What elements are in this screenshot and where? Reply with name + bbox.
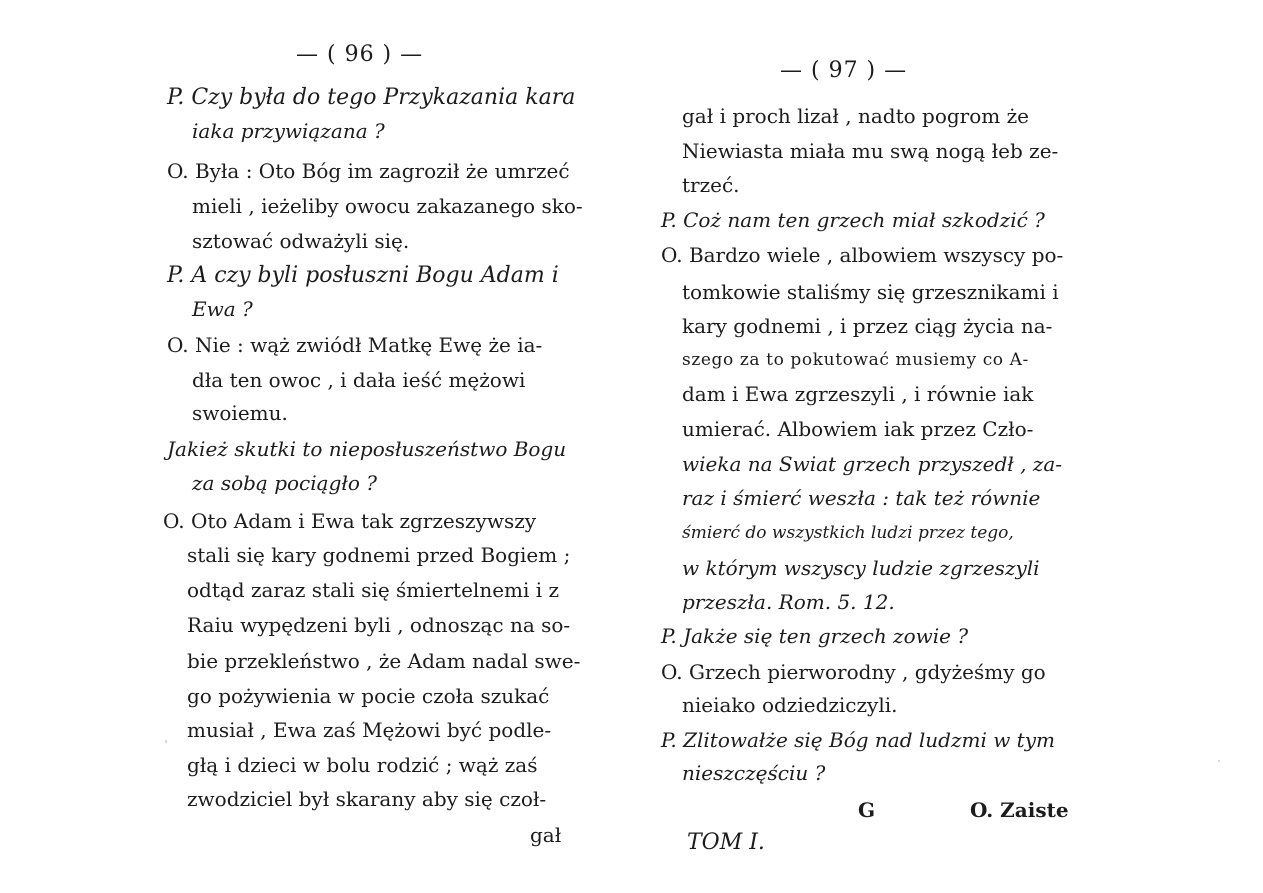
text-line: Niewiasta miała mu swą nogą łeb ze- (682, 139, 1059, 163)
text-line: kary godnemi , i przez ciąg życia na- (682, 314, 1053, 338)
text-line: wieka na Swiat grzech przyszedł , za- (682, 452, 1063, 476)
text-line: mieli , ieżeliby owocu zakazanego sko- (192, 194, 583, 218)
text-line: musiał , Ewa zaś Mężowi być podle- (187, 718, 552, 742)
text-line: stali się kary godnemi przed Bogiem ; (187, 543, 571, 567)
text-line: sztować odważyli się. (192, 229, 410, 253)
signature-mark: G (858, 798, 876, 822)
text-line: gał i proch lizał , nadto pogrom że (682, 104, 1029, 128)
text-line: iaka przywiązana ? (192, 119, 385, 143)
text-line: P. A czy byli posłuszni Bogu Adam i (167, 263, 559, 288)
volume-label: TOM I. (687, 830, 765, 855)
text-line: dam i Ewa zgrzeszyli , i równie iak (682, 382, 1034, 406)
text-line: swoiemu. (192, 401, 288, 425)
text-line: szego za to pokutować musiemy co A- (682, 350, 1029, 370)
text-line: P. Czy była do tego Przykazania kara (167, 85, 576, 110)
text-line: O. Bardzo wiele , albowiem wszyscy po- (661, 243, 1064, 267)
text-line: Ewa ? (192, 297, 253, 321)
text-line: dła ten owoc , i dała ieść mężowi (192, 368, 526, 392)
text-line: odtąd zaraz stali się śmiertelnemi i z (187, 578, 560, 602)
text-line: śmierć do wszystkich ludzi przez tego, (682, 523, 1014, 543)
text-line: głą i dzieci w bolu rodzić ; wąż zaś (187, 753, 538, 777)
text-line: raz i śmierć weszła : tak też równie (682, 486, 1041, 510)
text-line: przeszła. Rom. 5. 12. (682, 590, 895, 614)
text-line: go pożywienia w pocie czoła szukać (187, 684, 550, 708)
text-line: P. Coż nam ten grzech miał szkodzić ? (661, 208, 1045, 232)
text-line: nieiako odziedziczyli. (682, 693, 898, 717)
text-line: P. Zlitowałże się Bóg nad ludzmi w tym (661, 728, 1055, 752)
text-line: Jakież skutki to nieposłuszeństwo Bogu (167, 437, 567, 461)
text-line: O. Grzech pierworodny , gdyżeśmy go (661, 660, 1046, 684)
left-page (0, 0, 630, 893)
text-line: umierać. Albowiem iak przez Czło- (682, 417, 1034, 441)
right-page (632, 0, 1263, 893)
text-line: nieszczęściu ? (682, 761, 826, 785)
text-line: tomkowie staliśmy się grzesznikami i (682, 280, 1059, 304)
text-line: za sobą pociągło ? (192, 471, 377, 495)
text-line: Raiu wypędzeni byli , odnosząc na so- (187, 613, 571, 637)
margin-speck (165, 740, 167, 743)
margin-speck (1218, 760, 1220, 762)
text-line: w którym wszyscy ludzie zgrzeszyli (682, 556, 1040, 580)
text-line: P. Jakże się ten grzech zowie ? (661, 624, 969, 648)
text-line: O. Była : Oto Bóg im zagroził że umrzeć (167, 159, 570, 183)
text-line: O. Nie : wąż zwiódł Matkę Ewę że ia- (167, 333, 543, 357)
text-line: O. Oto Adam i Ewa tak zgrzeszywszy (163, 509, 537, 533)
catchword: gał (530, 823, 562, 847)
text-line: trzeć. (682, 173, 740, 197)
catchword: O. Zaiste (970, 798, 1069, 822)
page-number: — ( 96 ) — (296, 42, 424, 67)
text-line: zwodziciel był skarany aby się czoł- (187, 787, 547, 811)
text-line: bie przekleństwo , że Adam nadal swe- (187, 649, 581, 673)
page-number: — ( 97 ) — (780, 58, 908, 83)
